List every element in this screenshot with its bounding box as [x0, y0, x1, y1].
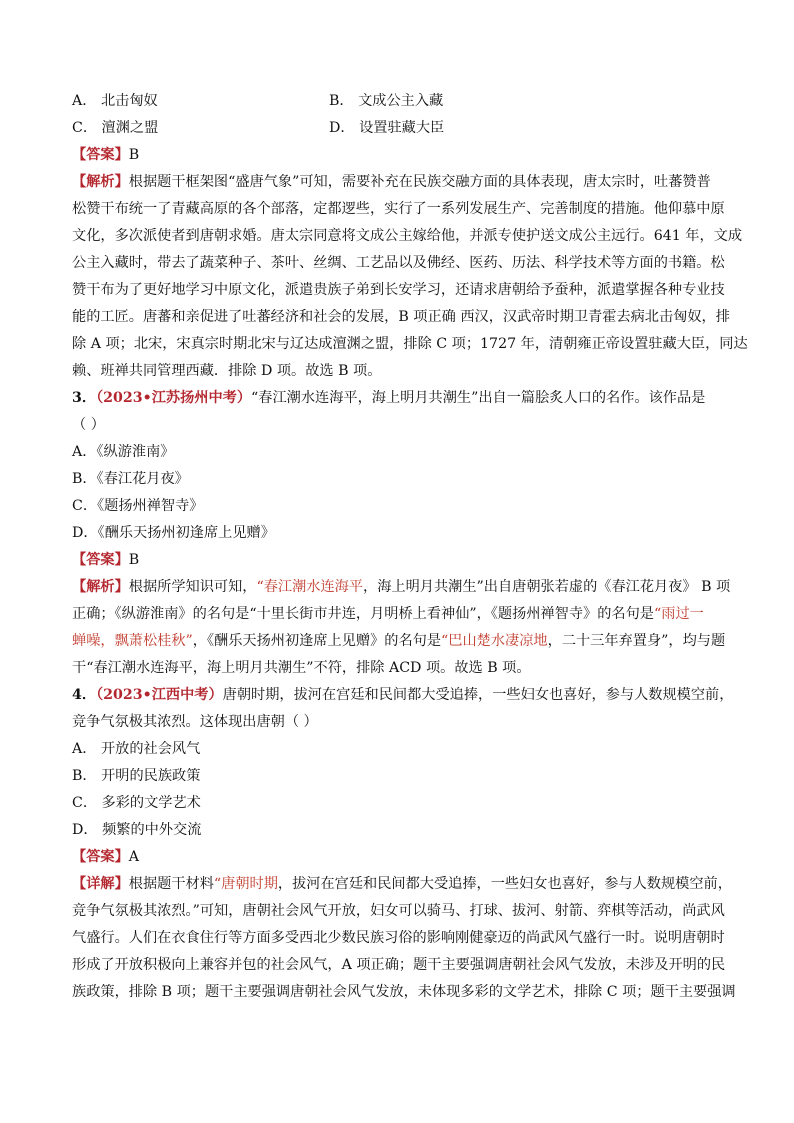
detail-label: 【详解】: [72, 876, 129, 892]
question-source: （2023•江苏扬州中考）: [96, 390, 252, 406]
q4-option-a[interactable]: A． 开放的社会风气: [72, 741, 201, 757]
analysis-line: 除 A 项；北宋，宋真宗时期北宋与辽达成澶渊之盟，排除 C 项；1727 年，清朝雍正帝设置驻藏大臣，同达: [72, 336, 748, 352]
analysis-text: 干“春江潮水连海平，海上明月共潮生”不符，排除 ACD 项。故选 B 项。: [72, 660, 531, 676]
q2-option-b[interactable]: B． 文成公主入藏: [329, 93, 444, 109]
q4-answer: [72, 844, 722, 871]
q4-option-c[interactable]: C． 多彩的文学艺术: [72, 795, 201, 811]
answer-label: 【答案】: [72, 147, 129, 163]
q4-option-b[interactable]: B． 开明的民族政策: [72, 768, 201, 784]
analysis-text: ，《酬乐天扬州初逢席上见赠》的名句是: [192, 633, 442, 649]
analysis-text: 正确；《纵游淮南》的名句是“十里长街市井连，月明桥上看神仙”，《题扬州禅智寺》的名句是: [72, 606, 654, 622]
quote-highlight: 蝉噪，飘萧松桂秋”: [72, 633, 193, 649]
analysis-line: 文化，多次派使者到唐朝求婚。唐太宗同意将文成公主嫁给他，并派专使护送文成公主远行。641 年，文成: [72, 228, 743, 244]
quote-highlight: “唐朝时期: [213, 876, 278, 892]
quote-highlight: “巴山楚水凄凉地: [441, 633, 548, 649]
q4-stem-cont: 竞争气氛极其浓烈。这体现出唐朝（ ）: [72, 714, 318, 730]
answer-value: B: [128, 147, 140, 163]
q2-option-c[interactable]: C． 澶渊之盟: [72, 120, 159, 136]
detail-text: 形成了开放积极向上兼容并包的社会风气，A 项正确；题干主要强调唐朝社会风气发放，未涉及开明的民: [72, 957, 726, 973]
question-number: 3．: [72, 390, 97, 406]
analysis-line: 松赞干布统一了青藏高原的各个部落，定都逻些，实行了一系列发展生产、完善制度的措施。他仰慕中原: [72, 201, 725, 217]
analysis-text: ，海上明月共潮生”出自唐朝张若虚的《春江花月夜》 B 项: [363, 579, 731, 595]
quote-highlight: “雨过一: [654, 606, 704, 622]
q4-option-d[interactable]: D． 频繁的中外交流: [72, 822, 202, 838]
q3-stem-cont: （ ）: [72, 417, 105, 433]
detail-text: 竞争气氛极其浓烈。”可知，唐朝社会风气开放，妇女可以骑马、打球、拔河、射箭、弈棋等活动，尚武风: [72, 903, 725, 919]
answer-label: 【答案】: [72, 849, 129, 865]
q2-analysis: [72, 169, 748, 385]
analysis-label: 【解析】: [72, 579, 129, 595]
analysis-line: 赞干布为了更好地学习中原文化，派遣贵族子弟到长安学习，还请求唐朝给予蚕种，派遣掌握各种专业技: [72, 282, 725, 298]
analysis-line: 赖、班禅共同管理西藏．排除 D 项。故选 B 项。: [72, 363, 382, 379]
answer-label: 【答案】: [72, 552, 129, 568]
question-number: 4．: [72, 687, 97, 703]
q3-analysis: [72, 574, 731, 682]
q2-option-a[interactable]: A． 北击匈奴: [72, 93, 158, 109]
analysis-line: 能的工匠。唐蕃和亲促进了吐蕃经济和社会的发展，B 项正确 西汉，汉武帝时期卫青霍去病北击匈奴，排: [72, 309, 730, 325]
q2-options-row-2: [72, 115, 722, 142]
q3-answer: [72, 547, 722, 574]
detail-text: 族政策，排除 B 项；题干主要强调唐朝社会风气发放，未体现多彩的文学艺术，排除 C 项；题干主要强调: [72, 984, 736, 1000]
analysis-text: 根据所学知识可知，: [128, 579, 257, 595]
answer-value: A: [128, 849, 140, 865]
q4-stem: [72, 682, 734, 709]
q3-option-b[interactable]: B．《春江花月夜》: [72, 471, 189, 487]
quote-highlight: “春江潮水连海平: [256, 579, 364, 595]
q3-option-c[interactable]: C．《题扬州禅智寺》: [72, 498, 204, 514]
detail-text: 气盛行。人们在衣食住行等方面多受西北少数民族习俗的影响刚健豪迈的尚武风气盛行一时。说明唐朝时: [72, 930, 725, 946]
q3-stem: [72, 385, 722, 412]
q2-answer: [72, 142, 722, 169]
q3-option-d[interactable]: D．《酬乐天扬州初逢席上见赠》: [72, 525, 275, 541]
analysis-line: 根据题干框架图“盛唐气象”可知，需要补充在民族交融方面的具体表现，唐太宗时，吐蕃赞普: [128, 174, 711, 190]
q3-option-a[interactable]: A．《纵游淮南》: [72, 444, 175, 460]
question-stem: “春江潮水连海平，海上明月共潮生”出自一篇脍炙人口的名作。该作品是: [251, 390, 706, 406]
question-source: （2023•江西中考）: [96, 687, 223, 703]
analysis-line: 公主入藏时，带去了蔬菜种子、茶叶、丝绸、工艺品以及佛经、医药、历法、科学技术等方面的书籍。松: [72, 255, 725, 271]
document-page: [72, 88, 748, 1006]
detail-text: 根据题干材料: [128, 876, 214, 892]
q2-option-d[interactable]: D． 设置驻藏大臣: [329, 120, 445, 136]
analysis-label: 【解析】: [72, 174, 129, 190]
detail-text: ，拔河在宫廷和民间都大受追捧，一些妇女也喜好，参与人数规模空前，: [277, 876, 732, 892]
answer-value: B: [128, 552, 140, 568]
analysis-text: ，二十三年弃置身”，均与题: [547, 633, 726, 649]
question-stem: 唐朝时期，拔河在宫廷和民间都大受追捧，一些妇女也喜好，参与人数规模空前，: [222, 687, 734, 703]
q4-detail: [72, 871, 736, 1006]
q2-options-row-1: [72, 88, 722, 115]
